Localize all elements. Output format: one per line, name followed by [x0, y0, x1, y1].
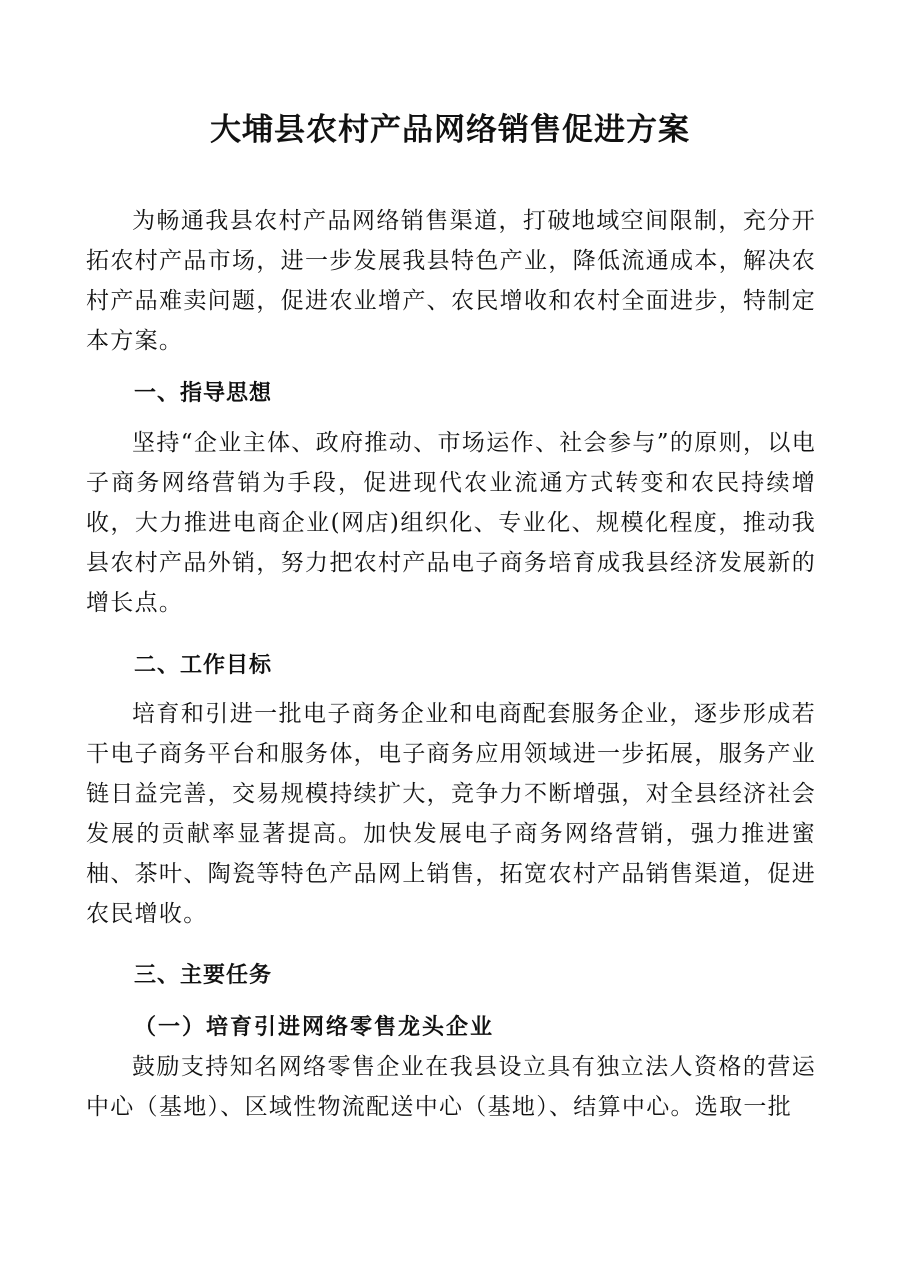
subsection-body-leading-enterprises: 鼓励支持知名网络零售企业在我县设立具有独立法人资格的营运中心（基地）、区域性物流配送中心（基地）、结算中心。选取一批 [86, 1054, 816, 1120]
section-body-work-goals: 培育和引进一批电子商务企业和电商配套服务企业，逐步形成若干电子商务平台和服务体，电子商务应用领域进一步拓展，服务产业链日益完善，交易规模持续扩大，竞争力不断增强，对全县经济社会发展的贡献率显著提高。加快发展电子商务网络营销，强力推进蜜柚、茶叶、陶瓷等特色产品网上销售，拓宽农村产品销售渠道，促进农民增收。 [86, 701, 816, 927]
section-body-guiding-thought: 坚持“企业主体、政府推动、市场运作、社会参与”的原则，以电子商务网络营销为手段，促进现代农业流通方式转变和农民持续增收，大力推进电商企业(网店)组织化、专业化、规模化程度，推动我县农村产品外销，努力把农村产品电子商务培育成我县经济发展新的增长点。 [86, 430, 816, 616]
intro-paragraph: 为畅通我县农村产品网络销售渠道，打破地域空间限制，充分开拓农村产品市场，进一步发展我县特色产业，降低流通成本，解决农村产品难卖问题，促进农业增产、农民增收和农村全面进步，特制定本方案。 [86, 208, 816, 354]
section-heading-work-goals: 二、工作目标 [134, 653, 273, 678]
section-heading-guiding-thought: 一、指导思想 [134, 381, 273, 406]
document-title: 大埔县农村产品网络销售促进方案 [210, 112, 690, 148]
section-heading-main-tasks: 三、主要任务 [134, 963, 273, 988]
subsection-heading-leading-enterprises: （一）培育引进网络零售龙头企业 [134, 1014, 495, 1040]
